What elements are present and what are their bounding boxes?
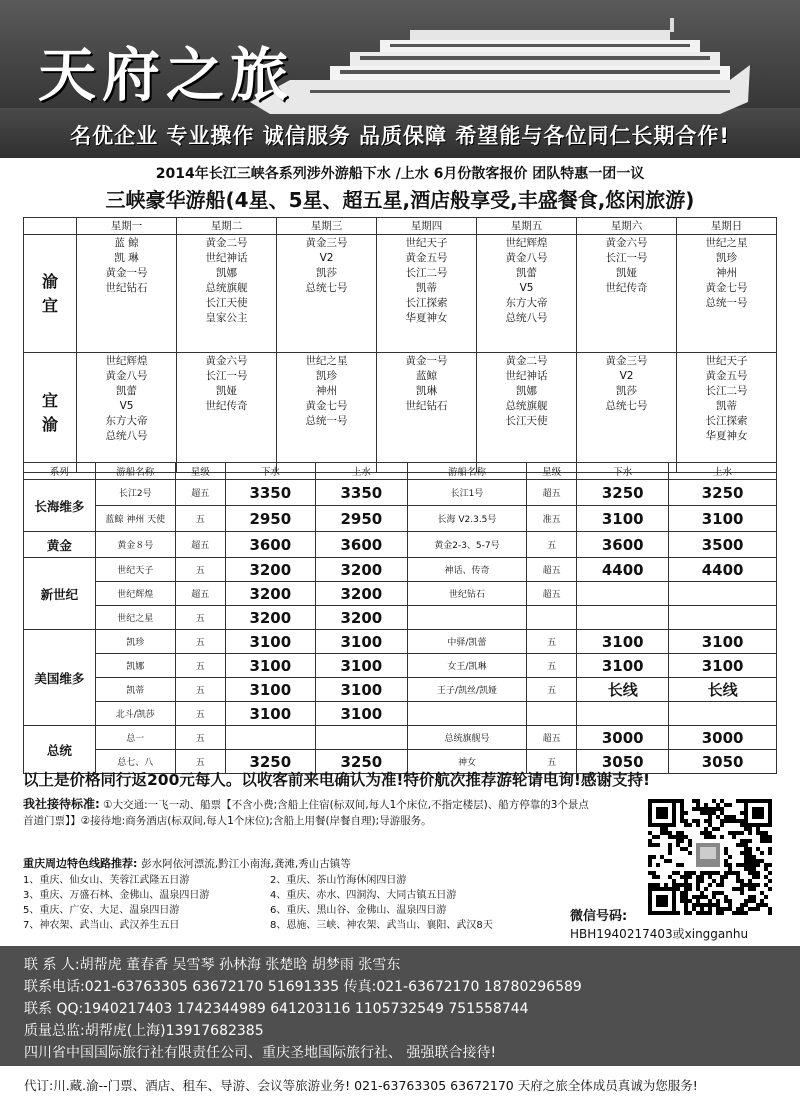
ship-name: 总统八号 xyxy=(505,312,548,324)
ship-name: 世纪天子 xyxy=(705,355,748,367)
ship-name: 世纪传奇 xyxy=(605,282,648,294)
route-item: 6、重庆、黑山谷、金佛山、温泉四日游 xyxy=(270,905,447,916)
price-cell: 黄金2-3、5-7号 xyxy=(407,532,526,558)
ship-name: 总统七号 xyxy=(605,400,648,412)
ship-name: 华夏神女 xyxy=(705,430,748,442)
price-cell: 3250 xyxy=(669,480,777,506)
brand-logo: 天府之旅 xyxy=(38,41,295,109)
slogan: 名优企业 专业操作 诚信服务 品质保障 希望能与各位同仁长期合作! xyxy=(70,124,730,148)
price-cell: 五 xyxy=(527,678,577,702)
ship-name: 神州 xyxy=(716,267,737,279)
price-cell: 3250 xyxy=(577,480,669,506)
ship-name: 长江二号 xyxy=(705,385,748,397)
price-cell xyxy=(315,726,407,750)
direction-label xyxy=(24,353,77,473)
price-cell: 3600 xyxy=(577,532,669,558)
price-cell xyxy=(669,582,777,606)
price-cell: 3200 xyxy=(225,606,315,630)
price-cell: 总统旗舰号 xyxy=(407,726,526,750)
price-cell: 五 xyxy=(175,726,225,750)
price-cell: 3200 xyxy=(225,558,315,582)
wechat-id: HBH1940217403或xingganhu xyxy=(570,927,749,941)
ship-name: 长江探索 xyxy=(705,415,748,427)
ship-name: 凯 琳 xyxy=(114,252,139,264)
price-cell: 神女 xyxy=(407,750,526,774)
price-cell: 3100 xyxy=(225,654,315,678)
routes-intro: 彭水阿依河漂流,黔江小南海,龚滩,秀山古镇等 xyxy=(141,858,351,870)
ship-name: 世纪神话 xyxy=(505,370,548,382)
ship-name: 总统旗舰 xyxy=(205,282,248,294)
ship-name: 凯琳 xyxy=(416,385,437,397)
schedule-cell xyxy=(177,353,277,473)
ship-name: V2 xyxy=(319,252,334,264)
price-cell: 2950 xyxy=(315,506,407,532)
price-cell: 五 xyxy=(175,750,225,774)
price-cell: 五 xyxy=(175,678,225,702)
service-standard-text: ①大交通:一飞一动、船票【不含小费;含船上住宿(标双间,每人1个床位,不指定楼层)、船方停靠的3个景点首道门票】】②接待地:商务酒店(标双间,每人1个床位);含船上用餐(岸餐自理);导游服务。 xyxy=(23,799,589,827)
direction-label xyxy=(24,235,77,353)
ship-name: 凯娅 xyxy=(616,267,637,279)
ship-name: V5 xyxy=(119,400,134,412)
ship-name: 黄金六号 xyxy=(605,237,648,249)
price-cell: 超五 xyxy=(175,532,225,558)
contact-line: 四川省中国国际旅行社有限责任公司、重庆圣地国际旅行社、 强强联合接待! xyxy=(24,1045,497,1061)
day-header: 星期三 xyxy=(277,218,377,235)
price-table xyxy=(23,462,777,774)
ship-name: 蓝鲸 xyxy=(416,370,437,382)
price-cell: 4400 xyxy=(577,558,669,582)
ship-name: 神州 xyxy=(316,385,337,397)
ship-name: 黄金七号 xyxy=(305,400,348,412)
ship-name: 凯娜 xyxy=(516,385,537,397)
price-cell xyxy=(225,726,315,750)
price-cell: 3100 xyxy=(225,702,315,726)
footer-text: 代订:川.藏.渝--门票、酒店、租车、导游、会议等旅游业务! 021-63763305 63672170 天府之旅全体成员真诚为您服务! xyxy=(24,1078,698,1093)
price-cell xyxy=(577,606,669,630)
day-header: 星期六 xyxy=(577,218,677,235)
route-item: 8、恩施、三峡、神农架、武当山、襄阳、武汉8天 xyxy=(270,920,493,931)
price-cell: 超五 xyxy=(527,480,577,506)
day-header: 星期一 xyxy=(77,218,177,235)
price-cell: 3250 xyxy=(225,750,315,774)
price-cell: 3000 xyxy=(577,726,669,750)
price-cell: 3100 xyxy=(315,678,407,702)
price-cell: 2950 xyxy=(225,506,315,532)
ship-name: 世纪钻石 xyxy=(105,282,148,294)
price-cell xyxy=(577,702,669,726)
schedule-cell xyxy=(177,235,277,353)
ship-name: 世纪天子 xyxy=(405,237,448,249)
ship-name: 黄金一号 xyxy=(405,355,448,367)
ship-name: 世纪辉煌 xyxy=(505,237,548,249)
ship-name: 东方大帝 xyxy=(505,297,548,309)
ship-name: 长江一号 xyxy=(205,370,248,382)
ship-name: 世纪传奇 xyxy=(205,400,248,412)
ship-name: 世纪神话 xyxy=(205,252,248,264)
price-cell: 北斗/凯莎 xyxy=(95,702,175,726)
price-cell: 3100 xyxy=(577,630,669,654)
price-cell: 总七、八 xyxy=(95,750,175,774)
ship-name: 黄金三号 xyxy=(605,355,648,367)
price-cell: 超五 xyxy=(175,582,225,606)
price-header: 系列 xyxy=(24,463,96,480)
route-item: 2、重庆、茶山竹海休闲四日游 xyxy=(270,875,407,886)
price-cell: 3000 xyxy=(669,726,777,750)
price-cell: 4400 xyxy=(669,558,777,582)
price-cell: 世纪之星 xyxy=(95,606,175,630)
ship-name: 凯蕾 xyxy=(116,385,137,397)
price-cell: 3350 xyxy=(315,480,407,506)
ship-name: 凯娜 xyxy=(216,267,237,279)
series-name: 黄金 xyxy=(24,532,96,558)
schedule-corner xyxy=(24,218,77,235)
price-header: 星级 xyxy=(175,463,225,480)
routes-heading xyxy=(23,855,351,871)
contact-line: 联 系 人:胡帮虎 董春香 吴雪琴 孙林海 张楚晗 胡梦雨 张雪东 xyxy=(24,957,401,973)
day-header: 星期日 xyxy=(677,218,777,235)
price-cell: 3100 xyxy=(669,506,777,532)
banner xyxy=(0,0,800,158)
ship-name: 凯蒂 xyxy=(416,282,437,294)
schedule-cell xyxy=(77,235,177,353)
price-cell: 3100 xyxy=(315,702,407,726)
ship-name: 黄金二号 xyxy=(205,237,248,249)
schedule-cell xyxy=(477,235,577,353)
price-cell: 五 xyxy=(527,532,577,558)
price-cell: 超五 xyxy=(527,726,577,750)
price-cell: 3100 xyxy=(225,678,315,702)
ship-name: 总统旗舰 xyxy=(505,400,548,412)
ship-name: 黄金六号 xyxy=(205,355,248,367)
price-cell: 五 xyxy=(175,630,225,654)
day-header: 星期二 xyxy=(177,218,277,235)
schedule-cell xyxy=(677,353,777,473)
contact-line: 联系电话:021-63763305 63672170 51691335 传真:021-63672170 18780296589 xyxy=(24,979,582,995)
price-cell: 总一 xyxy=(95,726,175,750)
ship-name: 凯蕾 xyxy=(516,267,537,279)
ship-name: 凯珍 xyxy=(316,370,337,382)
price-cell: 3200 xyxy=(315,582,407,606)
contact-panel xyxy=(0,946,800,1066)
cruise-ship-illustration xyxy=(250,10,750,120)
footer xyxy=(0,1068,800,1100)
schedule-cell xyxy=(377,353,477,473)
route-item: 4、重庆、赤水、四洞沟、大同古镇五日游 xyxy=(270,890,457,901)
direction-char: 渝 xyxy=(41,271,58,291)
route-item: 7、神农架、武当山、武汉养生五日 xyxy=(23,920,180,931)
price-cell: 3600 xyxy=(315,532,407,558)
series-name: 美国维多 xyxy=(24,630,96,726)
price-header: 游船名称 xyxy=(407,463,526,480)
price-cell xyxy=(407,606,526,630)
ship-name: 长江天使 xyxy=(505,415,548,427)
price-header: 上水 xyxy=(315,463,407,480)
schedule-cell xyxy=(277,235,377,353)
price-cell: 超五 xyxy=(175,480,225,506)
price-cell: 五 xyxy=(175,606,225,630)
price-cell: 黄金８号 xyxy=(95,532,175,558)
price-cell xyxy=(577,582,669,606)
direction-char: 渝 xyxy=(41,414,58,434)
price-header: 下水 xyxy=(577,463,669,480)
contact-line: 质量总监:胡帮虎(上海)13917682385 xyxy=(24,1023,264,1039)
price-cell xyxy=(527,606,577,630)
price-cell: 3350 xyxy=(225,480,315,506)
subheadline: 三峡豪华游船(4星、5星、超五星,酒店般享受,丰盛餐食,悠闲旅游) xyxy=(105,188,695,212)
price-cell: 神话、传奇 xyxy=(407,558,526,582)
ship-name: V5 xyxy=(519,282,534,294)
day-header: 星期四 xyxy=(377,218,477,235)
price-cell: 长线 xyxy=(577,678,669,702)
price-cell xyxy=(527,702,577,726)
price-header: 下水 xyxy=(225,463,315,480)
ship-name: 皇家公主 xyxy=(205,312,248,324)
ship-name: 世纪之星 xyxy=(705,237,748,249)
price-cell: 蓝鲸 神州 天使 xyxy=(95,506,175,532)
price-header: 游船名称 xyxy=(95,463,175,480)
ship-name: 华夏神女 xyxy=(405,312,448,324)
ship-name: 凯娅 xyxy=(216,385,237,397)
qr-code xyxy=(648,799,772,915)
ship-name: 黄金五号 xyxy=(705,370,748,382)
schedule-cell xyxy=(577,353,677,473)
ship-name: 凯珍 xyxy=(716,252,737,264)
price-cell: 3100 xyxy=(669,654,777,678)
price-cell: 女王/凯琳 xyxy=(407,654,526,678)
price-header: 上水 xyxy=(669,463,777,480)
contact-line: 联系 QQ:1940217403 1742344989 641203116 1105732549 751558744 xyxy=(24,1001,529,1017)
price-cell: 五 xyxy=(175,702,225,726)
price-cell: 3600 xyxy=(225,532,315,558)
schedule-cell xyxy=(377,235,477,353)
price-cell: 3100 xyxy=(669,630,777,654)
price-cell: 长海 V2.3.5号 xyxy=(407,506,526,532)
price-cell: 长江1号 xyxy=(407,480,526,506)
ship-name: 总统八号 xyxy=(105,430,148,442)
direction-char: 宜 xyxy=(41,390,58,410)
ship-name: 黄金一号 xyxy=(105,267,148,279)
ship-name: 凯蒂 xyxy=(716,400,737,412)
price-cell: 超五 xyxy=(527,558,577,582)
price-cell: 超五 xyxy=(527,582,577,606)
schedule-cell xyxy=(477,353,577,473)
schedule-cell xyxy=(577,235,677,353)
price-cell: 3500 xyxy=(669,532,777,558)
price-cell: 凯娜 xyxy=(95,654,175,678)
price-cell: 五 xyxy=(527,654,577,678)
price-cell: 3250 xyxy=(315,750,407,774)
direction-char: 宜 xyxy=(41,295,58,315)
price-cell: 3100 xyxy=(315,654,407,678)
price-cell: 长线 xyxy=(669,678,777,702)
schedule-cell xyxy=(77,353,177,473)
price-cell: 凯蒂 xyxy=(95,678,175,702)
price-cell xyxy=(669,702,777,726)
ship-name: 长江一号 xyxy=(605,252,648,264)
route-item: 1、重庆、仙女山、芙蓉江武隆五日游 xyxy=(23,875,190,886)
price-cell: 世纪天子 xyxy=(95,558,175,582)
price-note: 以上是价格同行返200元每人。以收客前来电确认为准!特价航次推荐游轮请电询!感谢支持! xyxy=(23,771,651,789)
series-name: 新世纪 xyxy=(24,558,96,630)
price-cell xyxy=(407,702,526,726)
ship-name: 长江天使 xyxy=(205,297,248,309)
series-name: 长海维多 xyxy=(24,480,96,532)
day-header: 星期五 xyxy=(477,218,577,235)
ship-name: 凯莎 xyxy=(316,267,337,279)
price-cell: 五 xyxy=(527,750,577,774)
price-cell: 世纪辉煌 xyxy=(95,582,175,606)
ship-name: 总统一号 xyxy=(705,297,748,309)
price-cell: 五 xyxy=(175,506,225,532)
price-cell: 王子/凯丝/凯娅 xyxy=(407,678,526,702)
price-cell: 凯珍 xyxy=(95,630,175,654)
price-cell: 3050 xyxy=(577,750,669,774)
wechat-label: 微信号码: xyxy=(570,909,628,924)
ship-name: 黄金八号 xyxy=(105,370,148,382)
headline: 2014年长江三峡各系列涉外游船下水 /上水 6月份散客报价 团队特惠一团一议 xyxy=(155,166,645,182)
series-name: 总统 xyxy=(24,726,96,774)
ship-name: 蓝 鲸 xyxy=(114,237,139,249)
ship-name: 东方大帝 xyxy=(105,415,148,427)
price-header: 星级 xyxy=(527,463,577,480)
price-cell: 中驿/凯蕾 xyxy=(407,630,526,654)
price-cell: 3100 xyxy=(315,630,407,654)
service-standard xyxy=(23,796,593,829)
route-item: 3、重庆、万盛石林、金佛山、温泉四日游 xyxy=(23,890,210,901)
price-cell: 3050 xyxy=(669,750,777,774)
price-cell: 长江2号 xyxy=(95,480,175,506)
price-cell: 五 xyxy=(175,654,225,678)
schedule-cell xyxy=(277,353,377,473)
price-cell: 3100 xyxy=(577,654,669,678)
schedule-table xyxy=(23,217,777,473)
ship-name: 黄金二号 xyxy=(505,355,548,367)
price-cell: 3200 xyxy=(225,582,315,606)
ship-name: 黄金八号 xyxy=(505,252,548,264)
service-standard-label: 我社接待标准: xyxy=(23,797,100,811)
price-cell: 五 xyxy=(527,630,577,654)
price-cell: 3100 xyxy=(225,630,315,654)
price-cell: 世纪钻石 xyxy=(407,582,526,606)
ship-name: 世纪钻石 xyxy=(405,400,448,412)
ship-name: 凯莎 xyxy=(616,385,637,397)
ship-name: 世纪之星 xyxy=(305,355,348,367)
routes-label: 重庆周边特色线路推荐: xyxy=(23,857,138,870)
price-cell: 准五 xyxy=(527,506,577,532)
price-cell: 3100 xyxy=(577,506,669,532)
price-cell: 3200 xyxy=(315,558,407,582)
schedule-cell xyxy=(677,235,777,353)
price-cell: 五 xyxy=(175,558,225,582)
ship-name: 长江探索 xyxy=(405,297,448,309)
ship-name: 世纪辉煌 xyxy=(105,355,148,367)
ship-name: 黄金三号 xyxy=(305,237,348,249)
ship-name: 黄金七号 xyxy=(705,282,748,294)
ship-name: 总统一号 xyxy=(305,415,348,427)
ship-name: V2 xyxy=(619,370,634,382)
price-cell: 3200 xyxy=(315,606,407,630)
route-item: 5、重庆、广安、大足、温泉四日游 xyxy=(23,905,180,916)
ship-name: 黄金五号 xyxy=(405,252,448,264)
ship-name: 总统七号 xyxy=(305,282,348,294)
ship-name: 长江二号 xyxy=(405,267,448,279)
price-cell xyxy=(669,606,777,630)
